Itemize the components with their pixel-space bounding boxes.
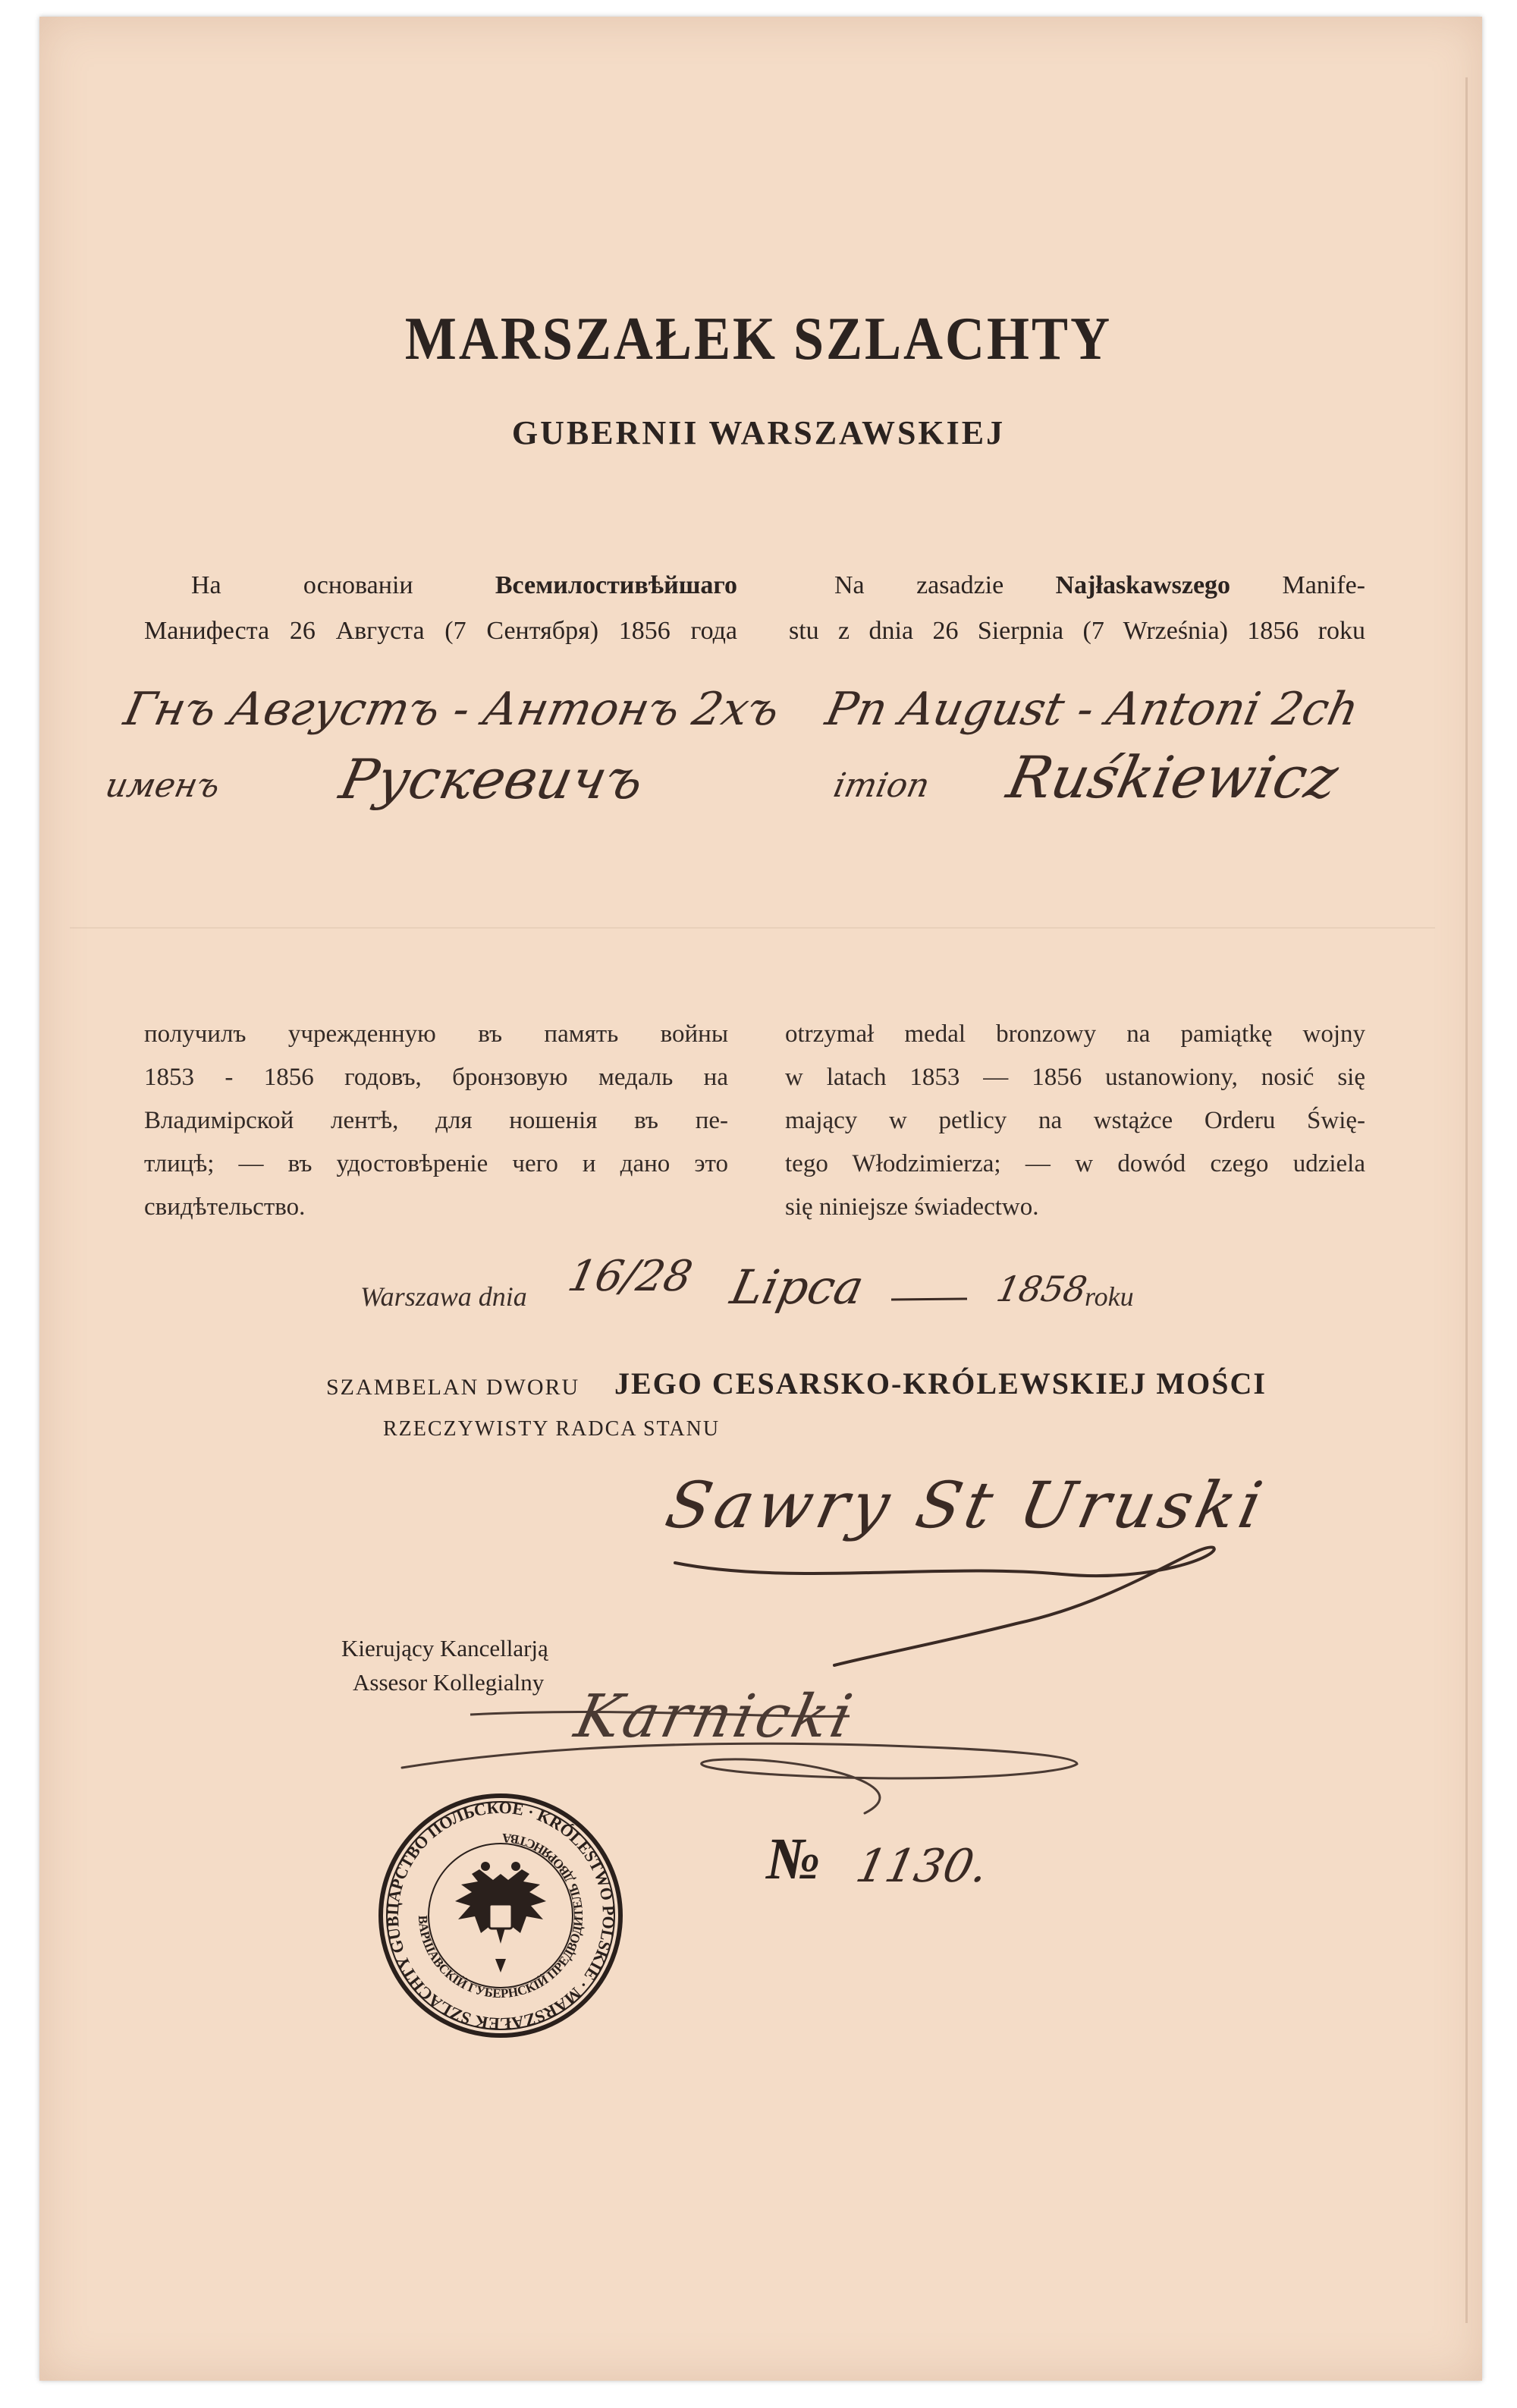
body-polish [785,1013,1365,1229]
intro-polish-bold: Najłaskawszego [1055,571,1231,599]
date-year: 1858 [993,1268,1091,1309]
recipient-polish-name: Ruśkiewicz [1001,743,1344,811]
body-polish-line: mający w petlicy na wstążce Orderu Świę- [785,1107,1365,1134]
body-russian-line: тлицѣ; — въ удостовѣреніе чего и дано это [144,1150,728,1177]
official-small-prefix: SZAMBELAN DWORU [326,1375,580,1400]
seal-outer-text: ЦАРСТВО ПОЛЬСКОЕ · KRÓLESTWO POLSKIE · MARSZAŁEK SZLACHTY GUB [382,1797,619,2034]
paper-crease [70,927,1435,929]
recipient-russian-line1: Гнъ Августъ - Антонъ 2хъ [119,683,784,736]
intro-polish-line1 [834,565,1365,606]
body-polish-line: w latach 1853 — 1856 ustanowiony, nosić się [785,1064,1365,1091]
document-subtitle: GUBERNII WARSZAWSKIEJ [511,414,1006,451]
intro-polish-pre: Na zasadzie [834,571,1004,599]
number-label: № [766,1825,821,1891]
date-dash [887,1296,971,1303]
intro-polish-post: Manife- [1282,571,1365,599]
official-big-title: JEGO CESARSKO-KRÓLEWSKIEJ MOŚCI [614,1366,1267,1400]
signature-chancellery: Karnicki [569,1683,861,1751]
body-russian-line: 1853 - 1856 годовъ, бронзовую медаль на [144,1064,728,1091]
body-russian [144,1013,728,1229]
body-polish-line: otrzymał medal bronzowy na pamiątkę wojny [785,1020,1365,1048]
number-value: 1130. [851,1840,994,1893]
intro-russian-pre: На основаніи [191,571,413,599]
document-title: MARSZAŁEK SZLACHTY [404,304,1113,373]
eagle-emblem-icon [455,1862,546,1973]
body-russian-line: свидѣтельство. [144,1193,306,1221]
recipient-russian-name: Рускевичъ [334,747,650,811]
intro-russian-line1 [191,565,737,606]
intro-polish-line2: stu z dnia 26 Sierpnia (7 Września) 1856 roku [789,617,1365,645]
body-polish-line: tego Włodzimierza; — w dowód czego udziela [785,1150,1365,1177]
body-polish-line: się niniejsze świadectwo. [785,1193,1039,1221]
recipient-polish-name-prefix: imion [830,766,934,805]
seal-inner-text: ВАРШАВСКIЙ ГУБЕРНСКIЙ ПРЕДВОДИТЕЛЬ ДВОРЯНСТВА [415,1830,586,2001]
signature-flourish [667,1533,1244,1684]
seal-graphic [375,1790,626,2041]
date-prefix: Warszawa dnia [360,1281,527,1312]
official-rank: RZECZYWISTY RADCA STANU [383,1417,721,1441]
date-month: Lipca [726,1259,869,1315]
official-seal [375,1790,626,2041]
intro-russian-bold: Всемилостивѣйшаго [495,571,738,599]
body-russian-line: Владимірской лентѣ, для ношенія въ пе- [144,1107,728,1134]
chancellery-line2: Assesor Kollegialny [353,1669,545,1696]
chancellery-line1: Kierujący Kancellarją [341,1635,548,1661]
body-russian-line: получилъ учрежденную въ память войны [144,1020,728,1048]
date-day: 16/28 [564,1252,697,1301]
intro-russian-line2: Манифеста 26 Августа (7 Сентября) 1856 года [144,617,737,645]
date-suffix: roku [1085,1281,1134,1312]
recipient-polish-line1: Pn August - Antoni 2ch [821,683,1364,736]
signature-main: Sawry St Uruski [659,1468,1274,1542]
recipient-russian-name-prefix: именъ [102,766,224,805]
